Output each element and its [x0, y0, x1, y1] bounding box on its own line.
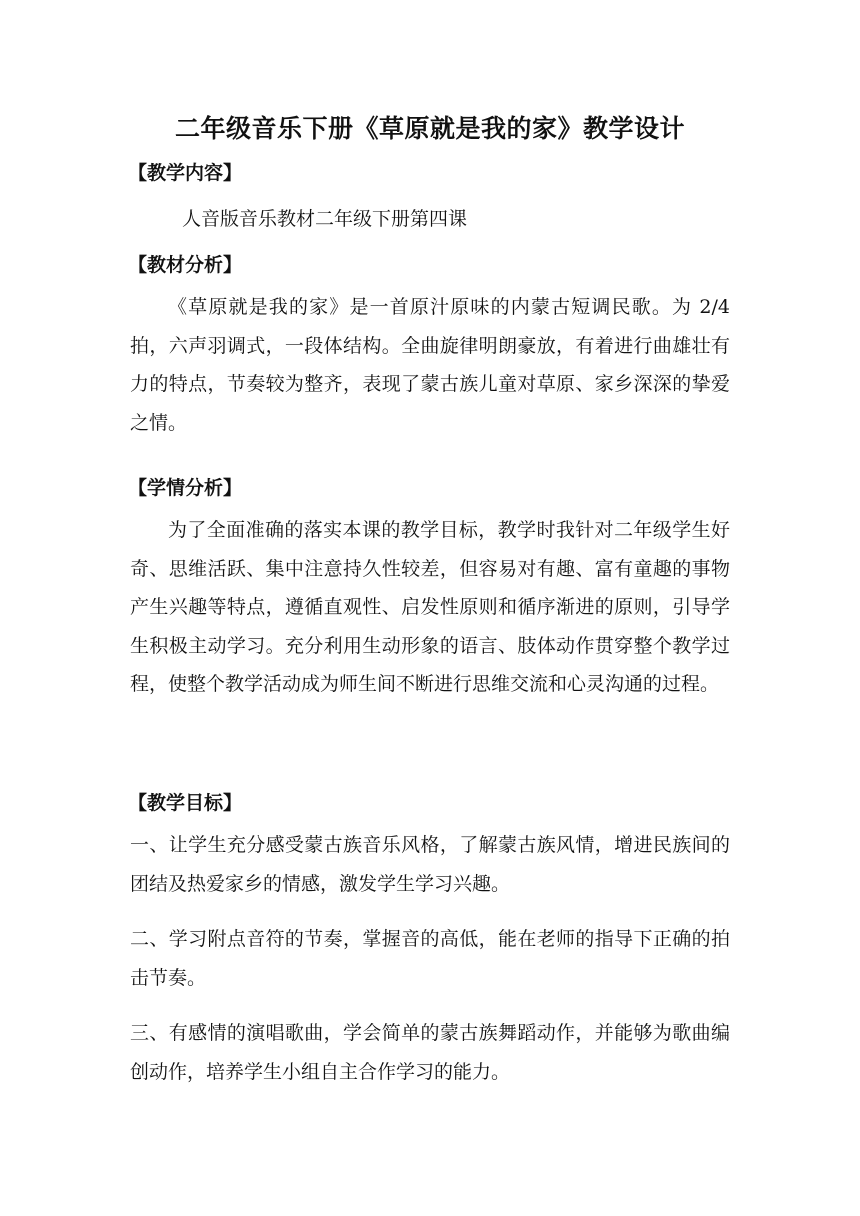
objective-item-1: 一、让学生充分感受蒙古族音乐风格，了解蒙古族风情，增进民族间的团结及热爱家乡的情感，激发学生学习兴趣。 [130, 834, 730, 895]
section-heading-objectives: 【教学目标】 [128, 792, 243, 814]
section-heading-content: 【教学内容】 [128, 162, 243, 184]
objective-item-2: 二、学习附点音符的节奏，掌握音的高低，能在老师的指导下正确的拍击节奏。 [130, 928, 730, 989]
student-analysis-paragraph: 为了全面准确的落实本课的教学目标，教学时我针对二年级学生好奇、思维活跃、集中注意持久性较差，但容易对有趣、富有童趣的事物产生兴趣等特点，遵循直观性、启发性原则和循序渐进的原则，引导学生积极主动学习。充分利用生动形象的语言、肢体动作贯穿整个教学过程，使整个教学活动成为师生间不断进行思维交流和心灵沟通的过程。 [130, 519, 730, 695]
section-heading-student-analysis: 【学情分析】 [128, 477, 243, 499]
section-heading-material-analysis: 【教材分析】 [128, 254, 243, 276]
material-analysis-paragraph: 《草原就是我的家》是一首原汁原味的内蒙古短调民歌。为 2/4 拍，六声羽调式，一段体结构。全曲旋律明朗豪放，有着进行曲雄壮有力的特点，节奏较为整齐，表现了蒙古族儿童对草原、家乡深深的挚爱之情。 [130, 296, 730, 434]
document-title: 二年级音乐下册《草原就是我的家》教学设计 [174, 114, 685, 143]
content-text: 人音版音乐教材二年级下册第四课 [182, 208, 468, 230]
objective-item-3: 三、有感情的演唱歌曲，学会简单的蒙古族舞蹈动作，并能够为歌曲编创动作，培养学生小组自主合作学习的能力。 [130, 1022, 730, 1083]
